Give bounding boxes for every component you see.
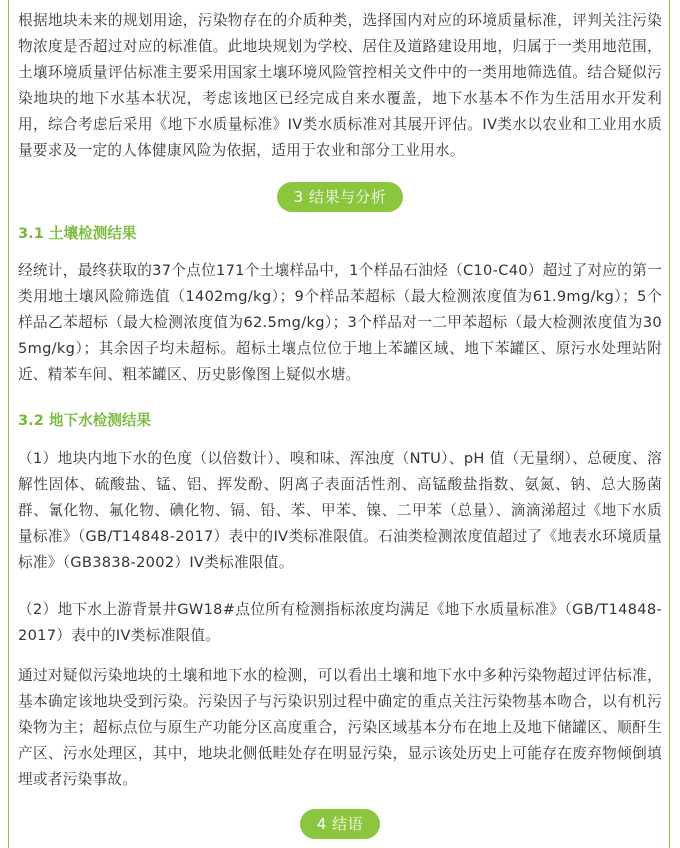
soil-results-paragraph: 经统计，最终获取的37个点位171个土壤样品中，1个样品石油烃（C10-C40）超过了对应的第一类用地土壤风险筛选值（1402mg/kg）；9个样品苯超标（最大检测浓度值为61.9mg/kg）；5个样品乙苯超标（最大检测浓度值为62.5mg/kg）；3个样品对一二甲苯超标（最大检测浓度值为305mg/kg）；其余因子均未超标。超标土壤点位位于地上苯罐区域、地下苯罐区、原污水处理站附近、精苯车间、粗苯罐区、历史影像图上疑似水塘。 [18, 262, 662, 383]
conclusion-analysis-paragraph: 通过对疑似污染地块的土壤和地下水的检测，可以看出土壤和地下水中多种污染物超过评估标准，基本确定该地块受到污染。污染因子与污染识别过程中确定的重点关注污染物基本吻合，以有机污染物为主；超标点位与原生产功能分区高度重合，污染区域基本分布在地上及地下储罐区、顺酐生产区、污水处理区，其中，地块北侧低畦处存在明显污染，显示该处历史上可能存在废弃物倾倒填埋或者污染事故。 [18, 667, 662, 788]
groundwater-paragraph-1: （1）地块内地下水的色度（以倍数计）、嗅和味、浑浊度（NTU）、pH 值（无量纲）、总硬度、溶解性固体、硫酸盐、锰、铝、挥发酚、阴离子表面活性剂、高锰酸盐指数、氨氮、钠、总大肠菌群、氰化物、氟化物、碘化物、镉、铅、苯、甲苯、镍、二甲苯（总量）、滴滴涕超过《地下水质量标准》（GB/T14848-2017）表中的IV类标准限值。石油类检测浓度值超过了《地表水环境质量标准》（GB3838-2002）IV类标准限值。 [18, 450, 662, 571]
intro-paragraph: 根据地块未来的规划用途，污染物存在的介质种类，选择国内对应的环境质量标准，评判关注污染物浓度是否超过对应的标准值。此地块规划为学校、居住及道路建设用地，归属于一类用地范围，土壤环境质量评估标准主要采用国家土壤环境风险管控相关文件中的一类用地筛选值。结合疑似污染地块的地下水基本状况，考虑该地区已经完成自来水覆盖，地下水基本不作为生活用水开发利用，综合考虑后采用《地下水质量标准》IV类水质标准对其展开评估。IV类水以农业和工业用水质量要求及一定的人体健康风险为依据，适用于农业和部分工业用水。 [18, 12, 662, 159]
groundwater-para-1-block [18, 446, 662, 576]
groundwater-paragraph-2: （2）地下水上游背景井GW18#点位所有检测指标浓度均满足《地下水质量标准》（GB/T14848-2017）表中的IV类标准限值。 [18, 601, 662, 644]
section-4-title: 4 结语 [300, 809, 380, 839]
groundwater-para-2-block [18, 597, 662, 649]
section-4-header [18, 809, 662, 839]
subsection-3-1-heading: 3.1 土壤检测结果 [18, 225, 137, 242]
soil-results-block [18, 258, 662, 388]
subsection-3-2-heading: 3.2 地下水检测结果 [18, 412, 152, 429]
groundwater-para-3-block [18, 663, 662, 793]
intro-block [18, 8, 662, 164]
subsection-3-2-heading-wrap [18, 410, 662, 432]
section-3-title: 3 结果与分析 [277, 182, 404, 212]
subsection-3-1-heading-wrap [18, 223, 662, 245]
section-3-header [18, 182, 662, 212]
